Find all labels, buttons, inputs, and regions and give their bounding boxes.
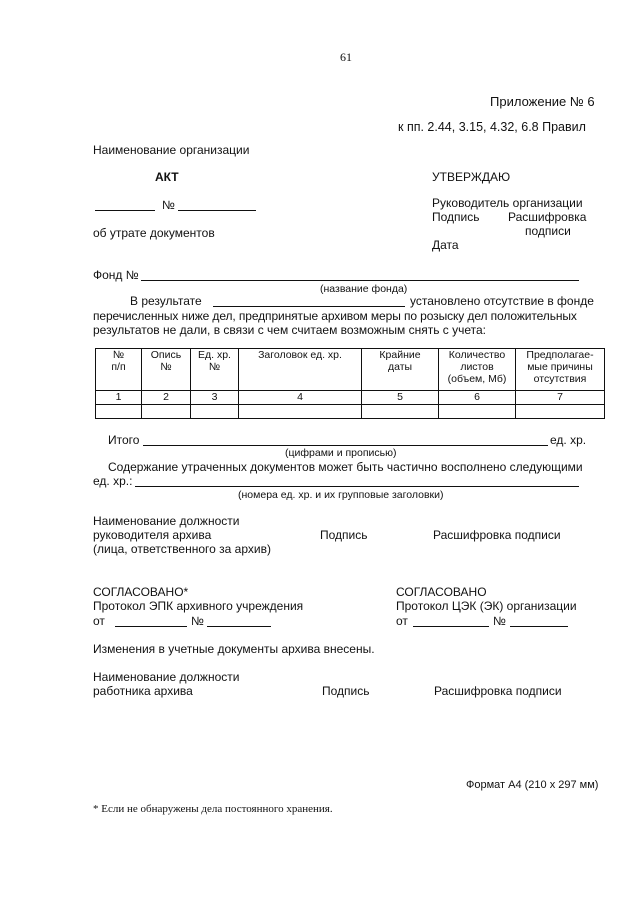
total-caption: (цифрами и прописью)	[285, 447, 397, 459]
approve-signature: Подпись	[432, 210, 480, 224]
worker-signature: Подпись	[322, 684, 370, 698]
header-cell-sheets: Количество листов (объем, Мб)	[439, 349, 516, 391]
agreed-right-protocol: Протокол ЦЭК (ЭК) организации	[396, 599, 577, 613]
approve-title: УТВЕРЖДАЮ	[432, 170, 511, 184]
total-unit: ед. хр.	[550, 433, 587, 447]
approve-decode-2: подписи	[525, 224, 571, 238]
header-cell-inventory: Опись №	[142, 349, 191, 391]
table-number-row	[96, 391, 605, 405]
approve-decode-1: Расшифровка	[508, 210, 587, 224]
act-number-sign: №	[162, 198, 175, 212]
agreed-right-number-sign: №	[493, 614, 506, 628]
agreed-right-from: от	[396, 614, 408, 628]
table-header-row	[96, 349, 605, 391]
restore-line	[135, 486, 579, 487]
body-line-2: перечисленных ниже дел, предпринятые архивом меры по розыску дел положительных	[93, 309, 577, 323]
agreed-left-number-line	[207, 626, 271, 627]
restore-line-1: Содержание утраченных документов может быть частично восполнено следующими	[108, 460, 583, 474]
body-line-1a: В результате	[130, 294, 202, 308]
appendix-reference: к пп. 2.44, 3.15, 4.32, 6.8 Правил	[398, 120, 586, 134]
header-cell-dates: Крайние даты	[362, 349, 439, 391]
agreed-left-date-line	[115, 626, 187, 627]
agreed-right-date-line	[413, 626, 489, 627]
agreed-right-number-line	[510, 626, 568, 627]
lost-documents-table	[95, 348, 605, 419]
header-cell-reasons: Предполагае- мые причины отсутствия	[516, 349, 605, 391]
act-subject: об утрате документов	[93, 226, 215, 240]
archive-head-line-1: Наименование должности	[93, 514, 240, 528]
restore-caption: (номера ед. хр. и их групповые заголовки)	[238, 489, 444, 501]
archive-head-line-2: руководителя архива	[93, 528, 212, 542]
agreed-left-title: СОГЛАСОВАНО*	[93, 585, 189, 599]
agreed-left-number-sign: №	[191, 614, 204, 628]
fond-line	[141, 280, 579, 281]
total-label: Итого	[108, 433, 140, 447]
fond-caption: (название фонда)	[320, 283, 408, 295]
archive-head-signature: Подпись	[320, 528, 368, 542]
act-title: АКТ	[155, 170, 179, 184]
worker-line-2: работника архива	[93, 684, 193, 698]
act-date-line	[95, 210, 155, 211]
body-line-3: результатов не дали, в связи с чем считаем возможным снять с учета:	[93, 323, 487, 337]
approve-head: Руководитель организации	[432, 196, 583, 210]
table-number-cell: 5	[362, 391, 439, 405]
worker-decode: Расшифровка подписи	[434, 684, 562, 698]
body-line-1b: установлено отсутствие в фонде	[410, 294, 594, 308]
agreed-right-title: СОГЛАСОВАНО	[396, 585, 487, 599]
act-number-line	[178, 210, 256, 211]
table-number-cell: 6	[439, 391, 516, 405]
appendix-title: Приложение № 6	[490, 94, 595, 109]
table-number-cell: 2	[142, 391, 191, 405]
table-row	[96, 405, 605, 419]
worker-line-1: Наименование должности	[93, 670, 240, 684]
body-blank-line	[213, 306, 405, 307]
restore-line-2: ед. хр.:	[93, 474, 133, 488]
archive-head-decode: Расшифровка подписи	[433, 528, 561, 542]
changes-text: Изменения в учетные документы архива внесены.	[93, 642, 375, 656]
table-number-cell: 4	[239, 391, 362, 405]
table-number-cell: 7	[516, 391, 605, 405]
agreed-left-from: от	[93, 614, 105, 628]
table-number-cell: 3	[191, 391, 239, 405]
page-number: 61	[340, 50, 352, 64]
approve-date: Дата	[432, 238, 459, 252]
fond-label: Фонд №	[93, 268, 139, 282]
header-cell-storage-unit: Ед. хр. №	[191, 349, 239, 391]
header-cell-number: № п/п	[96, 349, 142, 391]
format-note: Формат А4 (210 х 297 мм)	[466, 779, 599, 791]
footnote: * Если не обнаружены дела постоянного хранения.	[93, 803, 333, 815]
table-number-cell: 1	[96, 391, 142, 405]
archive-head-line-3: (лица, ответственного за архив)	[93, 542, 271, 556]
organization-name-label: Наименование организации	[93, 143, 250, 157]
agreed-left-protocol: Протокол ЭПК архивного учреждения	[93, 599, 304, 613]
header-cell-title: Заголовок ед. хр.	[239, 349, 362, 391]
